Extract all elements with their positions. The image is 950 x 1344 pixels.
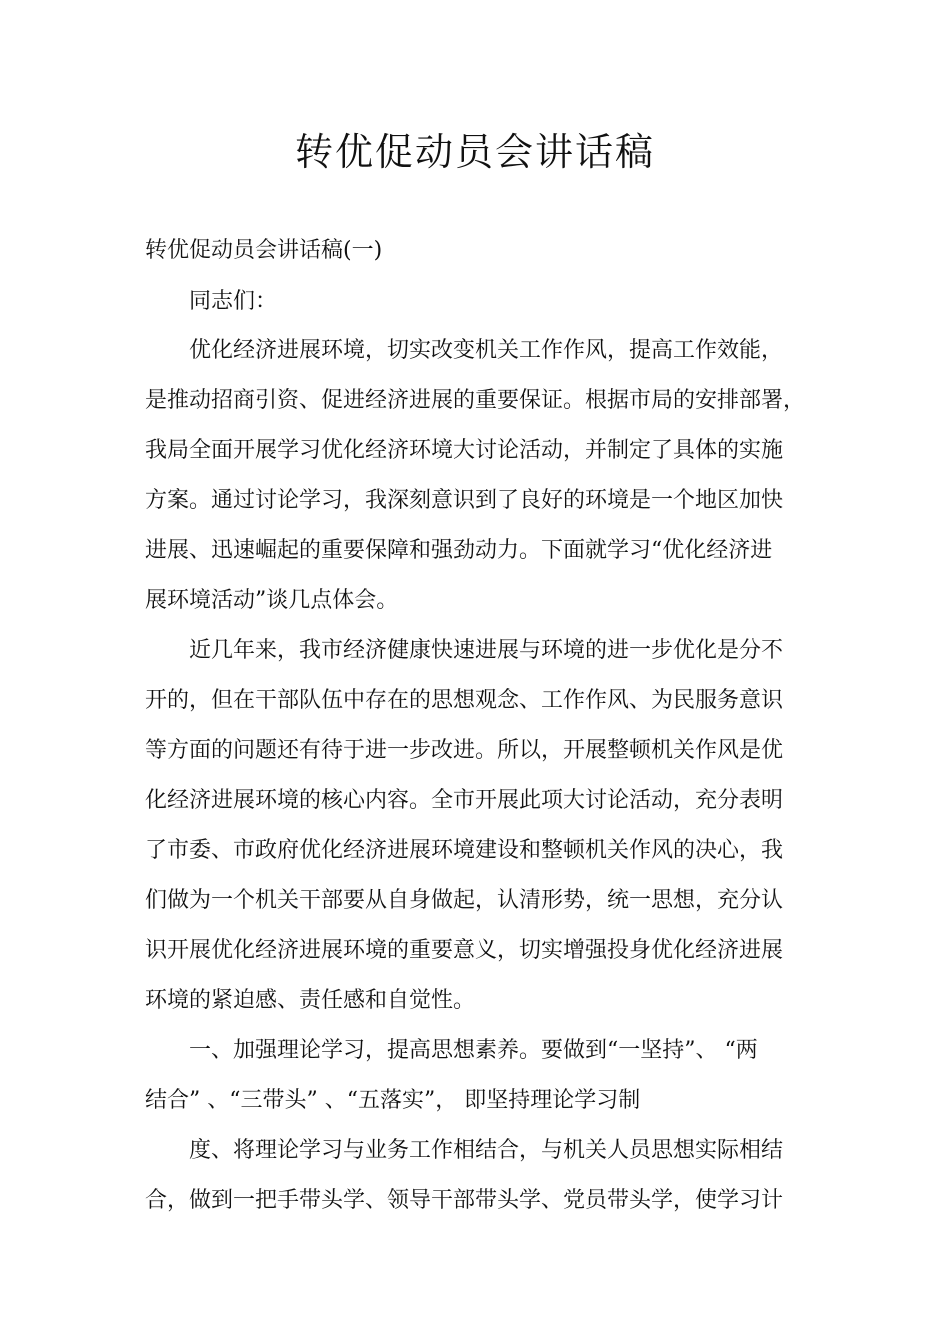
paragraph-line: 合，做到一把手带头学、领导干部带头学、党员带头学，使学习计 — [145, 1188, 784, 1213]
paragraph-line: 化经济进展环境的核心内容。全市开展此项大讨论活动，充分表明 — [145, 788, 784, 813]
paragraph-line: 一、加强理论学习，提高思想素养。要做到“一坚持”、 “两 — [189, 1038, 758, 1063]
paragraph-line: 进展、迅速崛起的重要保障和强劲动力。下面就学习“优化经济进 — [145, 538, 773, 563]
paragraph-line: 优化经济进展环境，切实改变机关工作作风，提高工作效能， — [189, 338, 784, 363]
paragraph-line: 近几年来，我市经济健康快速进展与环境的进一步优化是分不 — [189, 638, 784, 663]
paragraph-line: 度、将理论学习与业务工作相结合，与机关人员思想实际相结 — [189, 1138, 784, 1163]
paragraph-line: 等方面的问题还有待于进一步改进。所以，开展整顿机关作风是优 — [145, 738, 784, 763]
paragraph-line: 结合” 、“三带头” 、“五落实”， 即坚持理论学习制 — [145, 1088, 641, 1113]
paragraph-line: 我局全面开展学习优化经济环境大讨论活动，并制定了具体的实施 — [145, 438, 784, 463]
paragraph-line: 方案。通过讨论学习，我深刻意识到了良好的环境是一个地区加快 — [145, 488, 784, 513]
paragraph-line: 环境的紧迫感、责任感和自觉性。 — [145, 988, 476, 1013]
document-title: 转优促动员会讲话稿 — [294, 130, 655, 174]
paragraph-line: 了市委、市政府优化经济进展环境建设和整顿机关作风的决心，我 — [145, 838, 784, 863]
paragraph-line: 是推动招商引资、促进经济进展的重要保证。根据市局的安排部署， — [145, 388, 806, 413]
greeting-line: 同志们： — [189, 289, 278, 314]
document-subtitle: 转优促动员会讲话稿(一) — [145, 238, 383, 263]
paragraph-line: 开的，但在干部队伍中存在的思想观念、工作作风、为民服务意识 — [145, 688, 784, 713]
paragraph-line: 展环境活动”谈几点体会。 — [145, 588, 399, 613]
paragraph-line: 们做为一个机关干部要从自身做起，认清形势，统一思想，充分认 — [145, 888, 784, 913]
paragraph-line: 识开展优化经济进展环境的重要意义，切实增强投身优化经济进展 — [145, 938, 784, 963]
